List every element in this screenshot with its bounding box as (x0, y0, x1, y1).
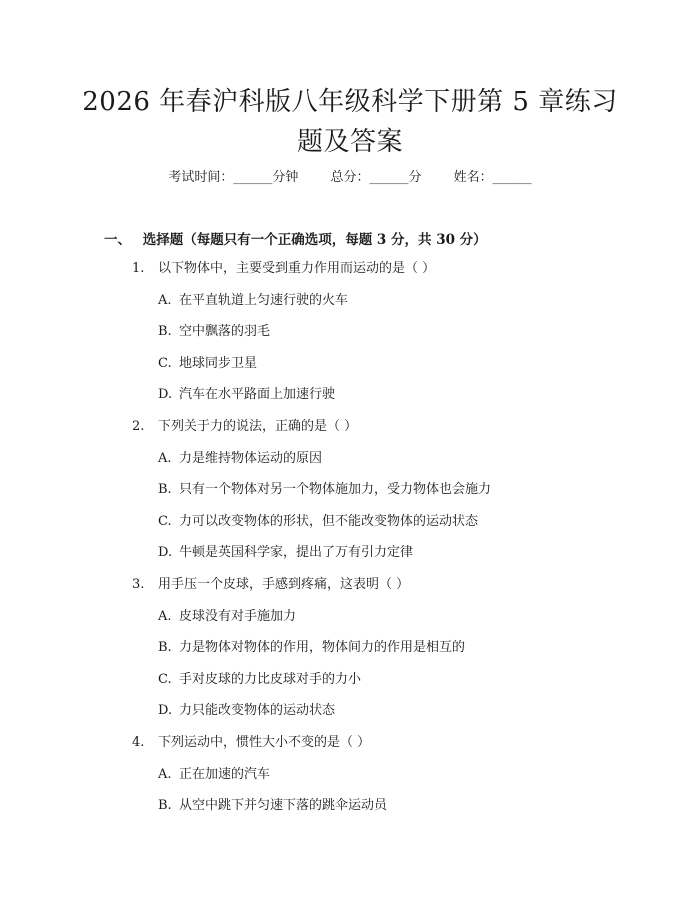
option-label: B. (158, 640, 172, 656)
option-text: 力是维持物体运动的原因 (179, 450, 323, 466)
option-item (0, 449, 700, 481)
question-list (0, 259, 700, 828)
option-label: B. (158, 324, 172, 340)
question-text: 以下物体中，主要受到重力作用而运动的是（ ） (158, 261, 436, 276)
document-title: 2026 年春沪科版八年级科学下册第 5 章练习题及答案 (82, 87, 618, 157)
option-label: A. (158, 450, 172, 466)
option-text: 汽车在水平路面上加速行驶 (179, 387, 336, 403)
question-number: 2. (132, 418, 145, 434)
option-text: 手对皮球的力比皮球对手的力小 (179, 671, 362, 687)
option-label: C. (158, 513, 172, 529)
option-label: D. (158, 387, 173, 403)
option-text: 空中飘落的羽毛 (179, 324, 271, 340)
option-item (0, 354, 700, 386)
option-item (0, 765, 700, 797)
option-label: C. (158, 671, 172, 687)
section-heading (104, 230, 487, 250)
option-item (0, 543, 700, 575)
option-label: A. (158, 766, 172, 782)
option-text: 力可以改变物体的形状，但不能改变物体的运动状态 (179, 513, 479, 529)
option-item (0, 607, 700, 639)
option-text: 力是物体对物体的作用，物体间力的作用是相互的 (179, 640, 466, 656)
option-item (0, 701, 700, 733)
option-item (0, 322, 700, 354)
option-label: D. (158, 703, 173, 719)
option-text: 从空中跳下并匀速下落的跳伞运动员 (179, 798, 388, 814)
option-item (0, 480, 700, 512)
option-label: A. (158, 292, 172, 308)
question-text: 下列关于力的说法，正确的是（ ） (158, 418, 358, 434)
question-2 (0, 417, 700, 449)
option-text: 牛顿是英国科学家，提出了万有引力定律 (179, 545, 414, 561)
question-number: 4. (132, 734, 145, 750)
section-title: 选择题（每题只有一个正确选项，每题 3 分，共 30 分） (142, 232, 487, 248)
option-text: 力只能改变物体的运动状态 (179, 703, 336, 719)
exam-score: 总分：______分 (330, 170, 422, 185)
question-text: 下列运动中，惯性大小不变的是（ ） (158, 734, 371, 750)
question-4 (0, 733, 700, 765)
option-item (0, 385, 700, 417)
option-item (0, 638, 700, 670)
option-item (0, 796, 700, 828)
question-number: 1. (132, 261, 145, 276)
option-item (0, 291, 700, 323)
option-text: 地球同步卫星 (179, 355, 258, 371)
option-text: 只有一个物体对另一个物体施加力，受力物体也会施力 (179, 482, 492, 498)
option-text: 正在加速的汽车 (179, 766, 271, 782)
option-item (0, 512, 700, 544)
question-3 (0, 575, 700, 607)
exam-name: 姓名：______ (453, 170, 532, 185)
question-1 (0, 259, 700, 291)
question-text: 用手压一个皮球，手感到疼痛，这表明（ ） (158, 576, 410, 592)
option-label: C. (158, 355, 172, 371)
exam-info (0, 168, 700, 188)
option-label: B. (158, 482, 172, 498)
option-text: 皮球没有对手施加力 (179, 608, 297, 624)
option-text: 在平直轨道上匀速行驶的火车 (179, 292, 349, 308)
option-label: D. (158, 545, 173, 561)
option-label: B. (158, 798, 172, 814)
question-number: 3. (132, 576, 145, 592)
option-label: A. (158, 608, 172, 624)
section-number: 一、 (104, 232, 131, 248)
exam-time: 考试时间：______分钟 (168, 170, 299, 185)
option-item (0, 670, 700, 702)
